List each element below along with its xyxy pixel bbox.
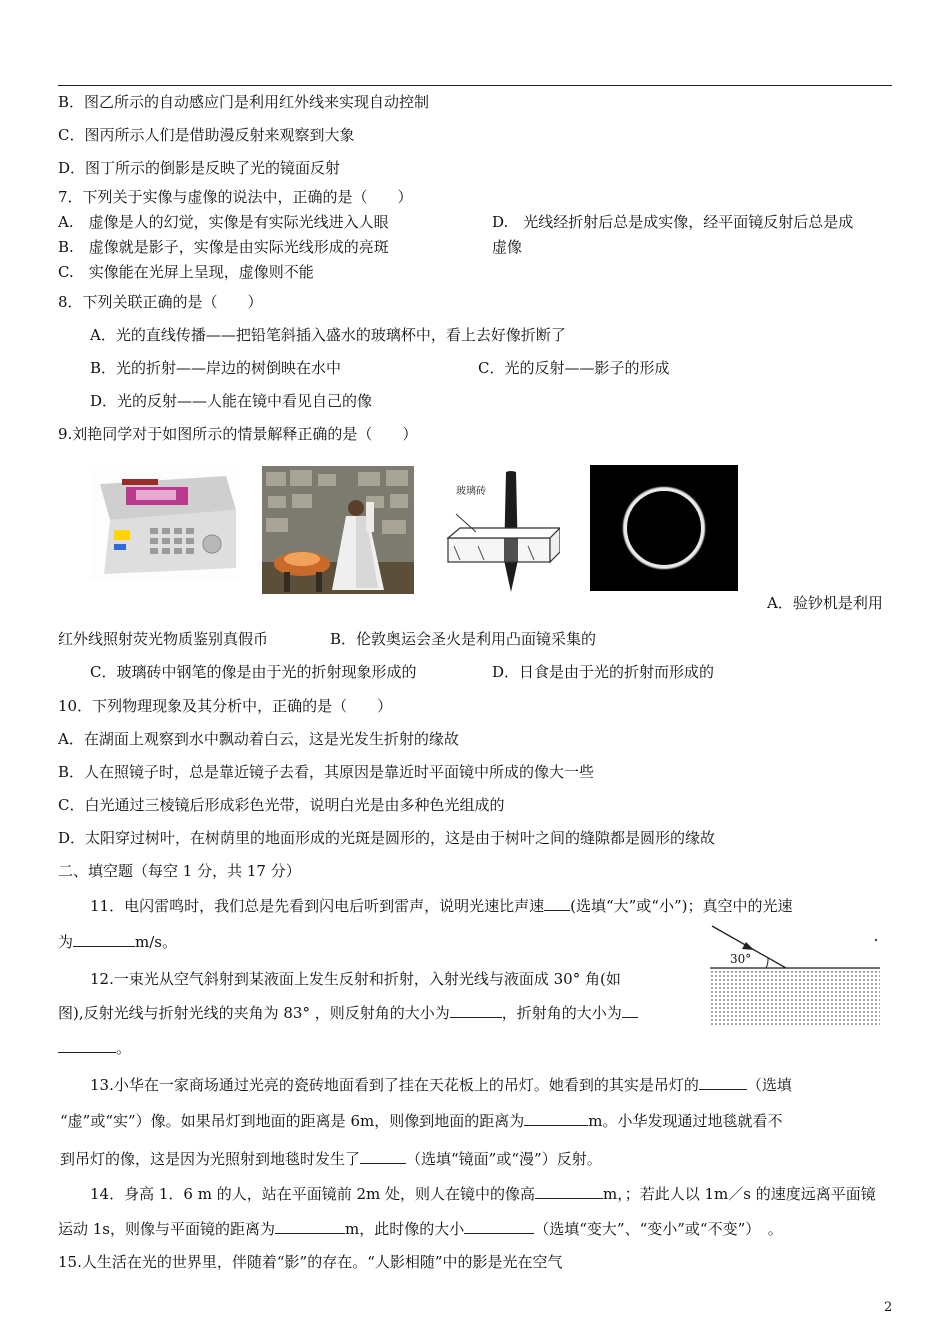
q8-option-d: D．光的反射——人能在镜中看见自己的像 [90,392,373,410]
glass-brick-label: 玻璃砖 [456,486,486,497]
page-number: 2 [884,1300,893,1315]
q9-option-d: D．日食是由于光的折射而形成的 [492,663,715,681]
q13-text-cont: m。小华发现通过地毯就看不 [588,1112,783,1130]
q7-option-d: D. 光线经折射后总是成实像，经平面镜反射后总是成 [492,213,854,231]
option-line: D．图丁所示的倒影是反映了光的镜面反射 [58,159,341,177]
answer-blank[interactable] [544,896,570,911]
q9-option-b: B．伦敦奥运会圣火是利用凸面镜采集的 [330,630,597,648]
eclipse-image [590,465,738,591]
answer-blank[interactable] [450,1003,502,1018]
q14-text-cont: m，此时像的大小 [345,1220,465,1238]
q9-option-a: A．验钞机是利用 [767,594,883,612]
option-line: C．图丙所示人们是借助漫反射来观察到大象 [58,126,355,144]
answer-blank[interactable] [535,1184,603,1199]
q7-option-d-cont: 虚像 [492,238,523,256]
q14-text: 14．身高 1．6 m 的人，站在平面镜前 2m 处，则人在镜中的像高 [90,1185,536,1203]
answer-blank[interactable] [524,1111,588,1126]
q7-option-a: A. 虚像是人的幻觉，实像是有实际光线进入人眼 [58,213,389,231]
question-10: 10．下列物理现象及其分析中，正确的是（ ） [58,697,393,715]
header-rule [58,85,892,86]
answer-blank[interactable] [275,1219,345,1234]
option-line: B．图乙所示的自动感应门是利用红外线来实现自动控制 [58,93,430,111]
question-14-cont [58,1219,783,1239]
q13-text: 到吊灯的像，这是因为光照射到地毯时发生了 [60,1150,361,1168]
q9-option-a-cont: 红外线照射荧光物质鉴别真假币 [58,630,269,648]
q12-end-mark: 。 [116,1039,132,1057]
angle-label: 30° [730,952,752,966]
q7-option-c: C. 实像能在光屏上呈现，虚像则不能 [58,263,314,281]
q10-option-a: A．在湖面上观察到水中飘动着白云，这是光发生折射的缘故 [58,730,459,748]
currency-detector-image [90,470,240,580]
answer-blank[interactable] [622,1003,638,1018]
liquid-surface-figure [706,922,882,1028]
q12-text: 图),反射光线与折射光线的夹角为 83° ，则反射角的大小为 [58,1004,450,1022]
q11-text: 为 [58,933,74,951]
q10-option-d: D．太阳穿过树叶，在树荫里的地面形成的光斑是圆形的，这是由于树叶之间的缝隙都是圆形的缘故 [58,829,716,847]
q7-option-b: B. 虚像就是影子，实像是由实际光线形成的亮斑 [58,238,389,256]
q12-text-cont: ，折射角的大小为 [501,1004,622,1022]
answer-blank[interactable] [73,932,135,947]
answer-blank[interactable] [699,1075,747,1090]
q8-option-b: B．光的折射——岸边的树倒映在水中 [90,359,342,377]
answer-blank[interactable] [360,1149,406,1164]
q11-unit: m/s。 [135,933,177,951]
q14-text-cont: m，；若此人以 1m／s 的速度远离平面镜 [603,1185,876,1203]
q13-text: “虚”或“实”）像。如果吊灯到地面的距离是 6m，则像到地面的距离为 [60,1112,525,1130]
question-15: 15.人生活在光的世界里，伴随着“影”的存在。“人影相随”中的影是光在空气 [58,1253,563,1271]
q8-option-a: A．光的直线传播——把铅笔斜插入盛水的玻璃杯中，看上去好像折断了 [90,326,566,344]
question-12: 12.一束光从空气斜射到某液面上发生反射和折射，入射光线与液面成 30° 角(如 [90,970,621,988]
question-12-cont [58,1003,638,1023]
q14-text-end: （选填“变大”、“变小”或“不变”） 。 [534,1220,783,1238]
q8-option-c: C．光的反射——影子的形成 [478,359,670,377]
q9-option-c: C．玻璃砖中钢笔的像是由于光的折射现象形成的 [90,663,417,681]
question-14 [90,1184,876,1204]
section-title: 二、填空题（每空 1 分，共 17 分） [58,862,301,880]
answer-blank[interactable] [58,1038,116,1053]
q13-text-cont: （选填“镜面”或“漫”）反射。 [406,1150,602,1168]
question-13-end [60,1149,602,1169]
question-11 [90,896,792,916]
glass-brick-pen-image [440,468,560,596]
question-7: 7．下列关于实像与虚像的说法中，正确的是（ ） [58,188,413,206]
q10-option-b: B．人在照镜子时，总是靠近镜子去看，其原因是靠近时平面镜中所成的像大一些 [58,763,595,781]
question-9: 9.刘艳同学对于如图所示的情景解释正确的是（ ） [58,425,418,443]
q11-text: 11．电闪雷鸣时，我们总是先看到闪电后听到雷声，说明光速比声速 [90,897,545,915]
q14-text: 运动 1s，则像与平面镜的距离为 [58,1220,276,1238]
question-12-end [58,1038,131,1058]
question-13-cont [60,1111,782,1131]
answer-blank[interactable] [464,1219,534,1234]
question-11-cont [58,932,177,952]
q11-text-cont: (选填“大”或“小”)；真空中的光速 [570,897,793,915]
q10-option-c: C．白光通过三棱镜后形成彩色光带，说明白光是由多种色光组成的 [58,796,505,814]
olympic-flame-image [262,466,414,594]
q13-text-cont: （选填 [746,1076,792,1094]
question-8: 8．下列关联正确的是（ ） [58,293,263,311]
q13-text: 13.小华在一家商场通过光亮的瓷砖地面看到了挂在天花板上的吊灯。她看到的其实是吊灯的 [90,1076,699,1094]
question-13 [90,1075,792,1095]
